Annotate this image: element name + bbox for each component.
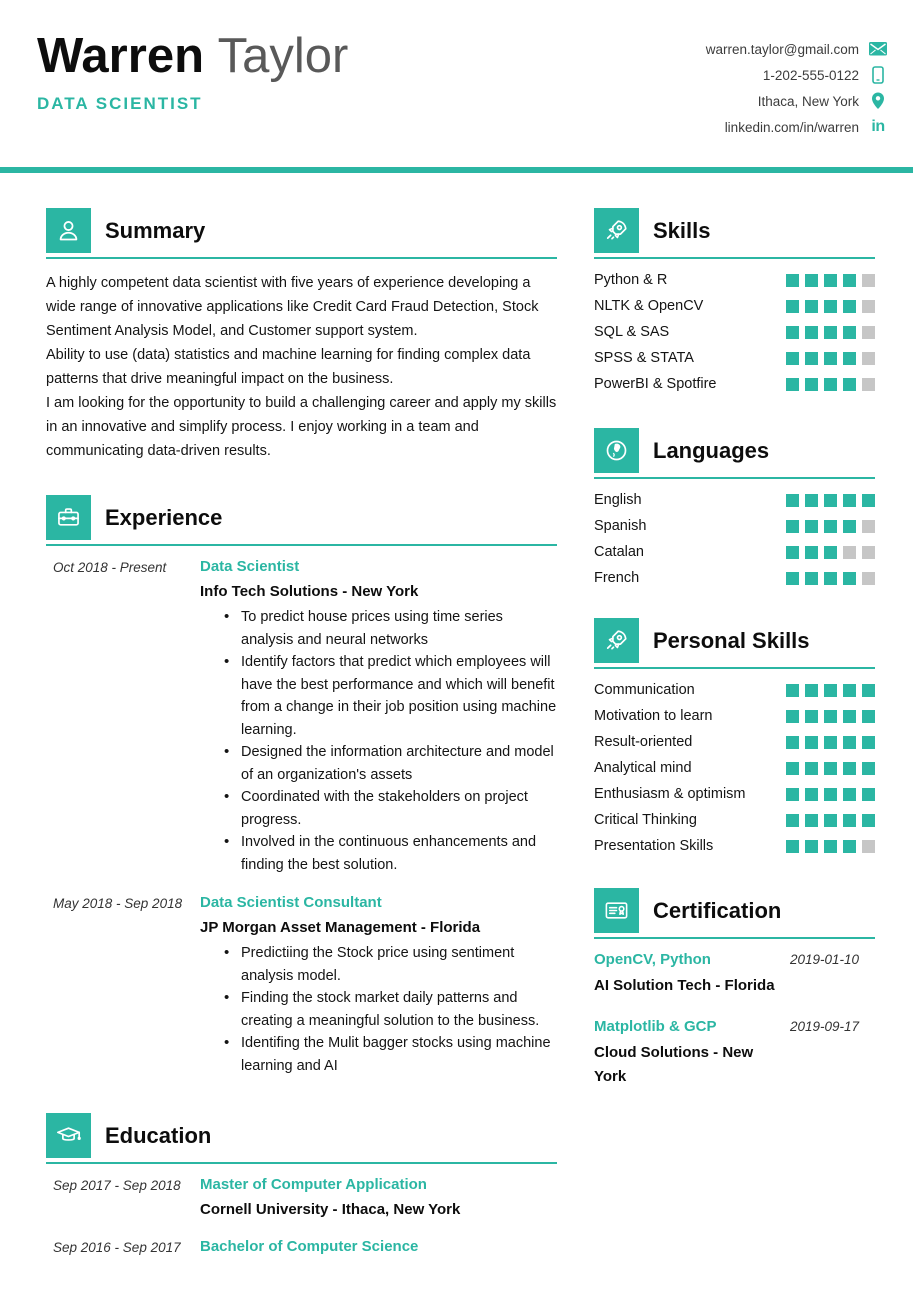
rating-square: [862, 546, 875, 559]
certification-org: AI Solution Tech - Florida: [594, 977, 775, 994]
contact-phone: [763, 66, 887, 84]
rating-square: [862, 814, 875, 827]
rating-square: [843, 736, 856, 749]
rating-squares: [786, 520, 875, 533]
rating-squares: [786, 378, 875, 391]
rating-square: [786, 520, 799, 533]
rating-squares: [786, 326, 875, 339]
rating-label: SQL & SAS: [594, 324, 670, 340]
rating-square: [805, 494, 818, 507]
personal-skills-list: [594, 677, 875, 859]
education-dates: Sep 2017 - Sep 2018: [53, 1178, 181, 1193]
experience-role: Data Scientist: [200, 558, 300, 575]
certification-header: [594, 888, 875, 933]
section-certification: [594, 888, 875, 1089]
rating-square: [862, 300, 875, 313]
skills-list: [594, 267, 875, 397]
right-column: [594, 208, 875, 1255]
rating-label: Motivation to learn: [594, 708, 713, 724]
rating-square: [786, 736, 799, 749]
rating-square: [786, 762, 799, 775]
rating-square: [805, 546, 818, 559]
rating-squares: [786, 840, 875, 853]
rating-label: Python & R: [594, 272, 668, 288]
experience-dates: May 2018 - Sep 2018: [53, 896, 183, 911]
rating-row: [594, 539, 875, 565]
rating-squares: [786, 684, 875, 697]
summary-paragraph: Ability to use (data) statistics and machine learning for finding complex data patterns that drive meaningful impact on the business.: [46, 347, 531, 387]
rating-squares: [786, 300, 875, 313]
experience-bullet-list: [224, 942, 557, 1077]
rating-square: [862, 520, 875, 533]
rating-square: [843, 788, 856, 801]
rating-row: [594, 293, 875, 319]
first-name: Warren: [37, 29, 205, 83]
experience-header: [46, 495, 557, 540]
rating-squares: [786, 736, 875, 749]
job-title: DATA SCIENTIST: [37, 93, 203, 113]
education-entry-body: [200, 1238, 557, 1255]
rating-square: [786, 300, 799, 313]
rating-row: [594, 729, 875, 755]
rating-label: French: [594, 570, 640, 586]
phone-text: 1-202-555-0122: [762, 67, 859, 83]
rating-row: [594, 755, 875, 781]
education-degree: Master of Computer Application: [200, 1176, 427, 1193]
rating-square: [786, 546, 799, 559]
section-experience: [46, 495, 557, 1077]
rating-square: [805, 788, 818, 801]
rating-square: [786, 352, 799, 365]
rating-squares: [786, 546, 875, 559]
education-title: Education: [105, 1122, 212, 1148]
phone-icon: [869, 66, 887, 84]
header: [0, 0, 913, 173]
personal-skills-header: [594, 618, 875, 663]
rating-row: [594, 487, 875, 513]
summary-paragraph: A highly competent data scientist with five years of experience developing a wide range of innovative applications like Credit Card Fraud Detection, Stock Sentiment Analysis Model, and Customer support system.: [46, 275, 539, 339]
certificate-icon: [594, 888, 639, 933]
rating-square: [843, 546, 856, 559]
rating-square: [824, 840, 837, 853]
certification-name: OpenCV, Python: [594, 951, 711, 968]
rating-row: [594, 703, 875, 729]
experience-entry-body: [200, 894, 557, 1077]
header-accent-bar: [0, 167, 913, 173]
main-content: [0, 208, 913, 1255]
rating-square: [862, 572, 875, 585]
rating-square: [805, 326, 818, 339]
rating-square: [862, 710, 875, 723]
rating-square: [805, 840, 818, 853]
left-column: [46, 208, 557, 1255]
bullet-item: • Identifing the Mulit bagger stocks using machine learning and AI: [224, 1032, 557, 1077]
last-name: Taylor: [217, 29, 349, 83]
rating-square: [824, 814, 837, 827]
certification-date: 2019-09-17: [790, 1019, 860, 1034]
bullet-item: • Involved in the continuous enhancements and finding the best solution.: [224, 831, 557, 876]
rating-square: [786, 840, 799, 853]
rating-square: [843, 326, 856, 339]
personal-skills-title: Personal Skills: [653, 627, 810, 653]
section-education: [46, 1113, 557, 1255]
rating-row: [594, 565, 875, 591]
experience-bullet-list: [224, 606, 557, 876]
contact-location: [758, 92, 887, 110]
experience-entry-body: [200, 558, 557, 876]
experience-org: Info Tech Solutions - New York: [200, 583, 419, 600]
certification-org: Cloud Solutions - New York: [594, 1044, 754, 1085]
section-summary: [46, 208, 557, 463]
rating-label: Communication: [594, 682, 695, 698]
rating-label: NLTK & OpenCV: [594, 298, 704, 314]
rating-squares: [786, 788, 875, 801]
bullet-item: • Coordinated with the stakeholders on project progress.: [224, 786, 557, 831]
rating-square: [824, 378, 837, 391]
certification-name: Matplotlib & GCP: [594, 1018, 717, 1035]
section-personal-skills: [594, 618, 875, 859]
experience-role: Data Scientist Consultant: [200, 894, 382, 911]
experience-entry: [46, 894, 557, 1077]
rating-square: [805, 762, 818, 775]
education-entry: [46, 1176, 557, 1218]
rating-squares: [786, 572, 875, 585]
rating-label: English: [594, 492, 642, 508]
rating-label: Presentation Skills: [594, 838, 714, 854]
linkedin-text: linkedin.com/in/warren: [724, 119, 859, 135]
rating-square: [843, 520, 856, 533]
rating-row: [594, 267, 875, 293]
rating-square: [786, 788, 799, 801]
rating-square: [824, 494, 837, 507]
rating-square: [862, 274, 875, 287]
section-languages: [594, 428, 875, 591]
section-rule: [46, 257, 557, 259]
rating-square: [862, 762, 875, 775]
rating-square: [862, 326, 875, 339]
contact-email: [706, 40, 887, 58]
section-rule: [46, 1162, 557, 1164]
rating-squares: [786, 814, 875, 827]
location-icon: [869, 92, 887, 110]
rating-row: [594, 513, 875, 539]
rating-square: [805, 572, 818, 585]
rating-square: [786, 494, 799, 507]
rating-square: [786, 274, 799, 287]
email-text: warren.taylor@gmail.com: [705, 41, 859, 57]
rating-square: [805, 684, 818, 697]
rating-row: [594, 807, 875, 833]
briefcase-icon: [46, 495, 91, 540]
rating-square: [862, 494, 875, 507]
rating-squares: [786, 710, 875, 723]
rating-square: [824, 326, 837, 339]
education-header: [46, 1113, 557, 1158]
education-entry-body: [200, 1176, 557, 1218]
summary-title: Summary: [105, 217, 206, 243]
bullet-item: • To predict house prices using time series analysis and neural networks: [224, 606, 557, 651]
rating-row: [594, 781, 875, 807]
section-rule: [594, 477, 875, 479]
rating-square: [843, 814, 856, 827]
page-title: [37, 30, 348, 84]
rating-square: [786, 710, 799, 723]
education-degree: Bachelor of Computer Science: [200, 1238, 419, 1255]
rating-square: [843, 274, 856, 287]
rating-squares: [786, 352, 875, 365]
rating-square: [862, 788, 875, 801]
bullet-item: • Finding the stock market daily patterns and creating a meaningful solution to the business.: [224, 987, 557, 1032]
rating-square: [805, 736, 818, 749]
name-block: [37, 30, 348, 114]
rating-square: [805, 378, 818, 391]
certification-entry: [594, 951, 875, 998]
rating-square: [862, 840, 875, 853]
rating-square: [862, 378, 875, 391]
globe-icon: [594, 428, 639, 473]
rating-square: [824, 684, 837, 697]
bullet-item: • Predictiing the Stock price using sentiment analysis model.: [224, 942, 557, 987]
experience-entry: [46, 558, 557, 876]
rating-label: Spanish: [594, 518, 647, 534]
linkedin-icon: in: [871, 118, 885, 135]
rating-squares: [786, 494, 875, 507]
rating-square: [843, 762, 856, 775]
rating-label: PowerBI & Spotfire: [594, 376, 717, 392]
rating-square: [843, 710, 856, 723]
certification-date: 2019-01-10: [790, 952, 860, 967]
rating-squares: [786, 762, 875, 775]
graduation-cap-icon: [46, 1113, 91, 1158]
rating-square: [786, 814, 799, 827]
rating-square: [862, 684, 875, 697]
languages-list: [594, 487, 875, 591]
rating-squares: [786, 274, 875, 287]
rating-label: Critical Thinking: [594, 812, 697, 828]
rating-square: [786, 572, 799, 585]
education-dates: Sep 2016 - Sep 2017: [53, 1240, 181, 1255]
rocket-icon: [594, 618, 639, 663]
rating-row: [594, 345, 875, 371]
rating-square: [843, 840, 856, 853]
summary-text: [46, 271, 557, 463]
rating-square: [805, 352, 818, 365]
skills-title: Skills: [653, 217, 711, 243]
rating-square: [786, 326, 799, 339]
rating-label: Result-oriented: [594, 734, 693, 750]
rating-square: [805, 274, 818, 287]
languages-header: [594, 428, 875, 473]
experience-dates: Oct 2018 - Present: [53, 560, 167, 575]
summary-header: [46, 208, 557, 253]
bullet-item: • Designed the information architecture and model of an organization's assets: [224, 741, 557, 786]
rating-row: [594, 319, 875, 345]
rating-label: SPSS & STATA: [594, 350, 694, 366]
location-text: Ithaca, New York: [757, 93, 859, 109]
rating-square: [843, 378, 856, 391]
certification-title: Certification: [653, 897, 782, 923]
rating-square: [824, 352, 837, 365]
experience-org: JP Morgan Asset Management - Florida: [200, 919, 481, 936]
rating-square: [824, 520, 837, 533]
rating-row: [594, 677, 875, 703]
rating-square: [805, 300, 818, 313]
rating-square: [862, 736, 875, 749]
rating-square: [824, 736, 837, 749]
summary-paragraph: I am looking for the opportunity to build a challenging career and apply my skills in an innovative and simplify process. I enjoy working in a team and communicating data-driven results.: [46, 395, 557, 459]
rating-row: [594, 833, 875, 859]
contact-linkedin: [725, 118, 887, 136]
section-rule: [594, 257, 875, 259]
section-skills: [594, 208, 875, 397]
rating-label: Catalan: [594, 544, 644, 560]
languages-title: Languages: [653, 437, 770, 463]
rating-square: [805, 814, 818, 827]
rating-square: [843, 494, 856, 507]
user-icon: [46, 208, 91, 253]
rating-square: [824, 710, 837, 723]
rating-square: [805, 520, 818, 533]
rating-square: [786, 378, 799, 391]
certification-entry: [594, 1018, 875, 1089]
rating-square: [843, 572, 856, 585]
rating-square: [862, 352, 875, 365]
rating-label: Analytical mind: [594, 760, 692, 776]
section-rule: [594, 937, 875, 939]
rating-square: [824, 546, 837, 559]
education-school: Cornell University - Ithaca, New York: [200, 1201, 461, 1218]
rating-square: [843, 684, 856, 697]
experience-title: Experience: [105, 504, 223, 530]
rating-square: [843, 352, 856, 365]
skills-header: [594, 208, 875, 253]
education-entry: [46, 1238, 557, 1255]
rating-square: [824, 762, 837, 775]
rating-square: [786, 684, 799, 697]
rocket-icon: [594, 208, 639, 253]
mail-icon: [869, 40, 887, 58]
rating-square: [824, 300, 837, 313]
rating-square: [824, 274, 837, 287]
rating-square: [843, 300, 856, 313]
rating-square: [805, 710, 818, 723]
rating-label: Enthusiasm & optimism: [594, 786, 746, 802]
bullet-item: • Identify factors that predict which employees will have the best performance and which will benefit from a change in their job position using machine learning.: [224, 651, 557, 741]
rating-square: [824, 788, 837, 801]
contact-block: [706, 40, 887, 136]
rating-row: [594, 371, 875, 397]
section-rule: [594, 667, 875, 669]
section-rule: [46, 544, 557, 546]
rating-square: [824, 572, 837, 585]
